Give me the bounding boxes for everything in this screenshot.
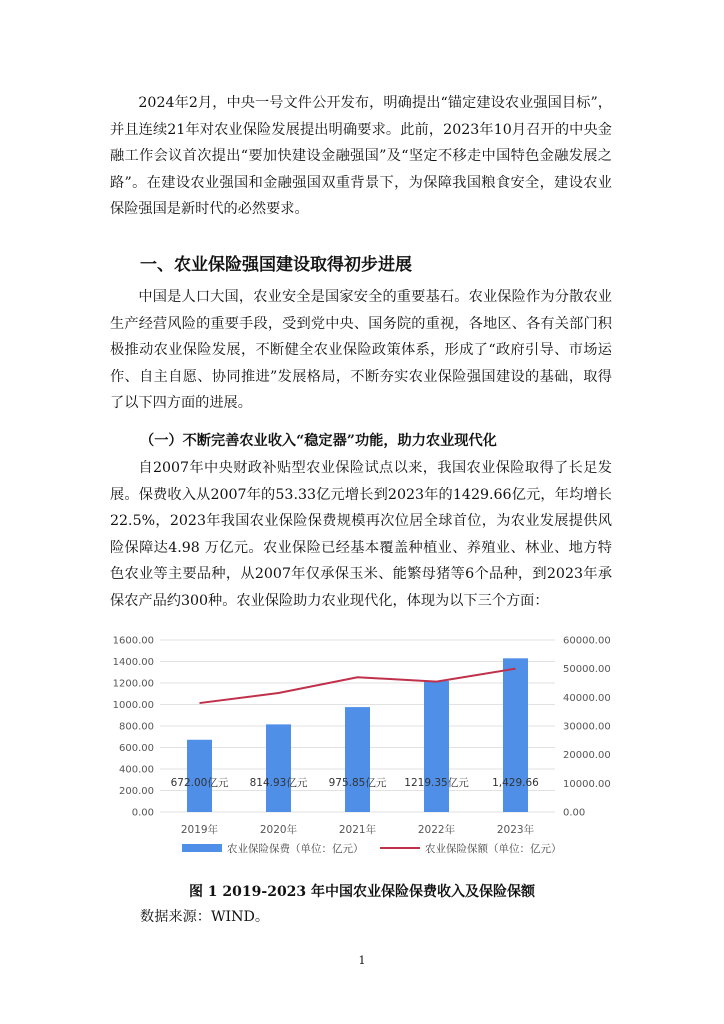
right-axis-tick-label: 10000.00 bbox=[563, 778, 611, 790]
legend-bar-swatch bbox=[182, 844, 222, 852]
x-axis-tick-label: 2023年 bbox=[496, 824, 535, 836]
data-source: 数据来源：WIND。 bbox=[140, 909, 270, 925]
left-axis-tick-label: 1000.00 bbox=[112, 700, 154, 711]
bar-data-label: 1,429.66 bbox=[492, 777, 539, 789]
bar bbox=[424, 681, 449, 812]
premium-coverage-chart bbox=[100, 630, 611, 860]
left-axis-tick-label: 0.00 bbox=[131, 807, 154, 819]
subsection-heading: （一）不断完善农业收入“稳定器”功能，助力农业现代化 bbox=[140, 433, 497, 449]
right-axis-tick-label: 40000.00 bbox=[563, 692, 611, 704]
x-axis-tick-label: 2019年 bbox=[180, 824, 219, 836]
intro-paragraph: 2024年2月，中央一号文件公开发布，明确提出“锚定建设农业强国目标”，并且连续21年对农业保险发展提出明确要求。此前，2023年10月召开的中央金融工作会议首次提出“要加快建设金融强国”及“坚定不移走中国特色金融发展之路”。在建设农业强国和金融强国双重背景下，为保障我国粮食安全，建设农业保险强国是新时代的必然要求。 bbox=[110, 95, 612, 218]
left-axis-tick-label: 400.00 bbox=[119, 764, 154, 776]
bar-data-label: 975.85亿元 bbox=[328, 777, 387, 789]
x-axis-tick-label: 2022年 bbox=[417, 824, 456, 836]
page-number: 1 bbox=[358, 954, 366, 967]
coverage-line bbox=[200, 669, 516, 703]
right-axis-tick-label: 30000.00 bbox=[563, 721, 611, 733]
section-paragraph: 中国是人口大国，农业安全是国家安全的重要基石。农业保险作为分散农业生产经营风险的重要手段，受到党中央、国务院的重视，各地区、各有关部门积极推动农业保险发展，不断健全农业保险政策体系，形成了“政府引导、市场运作、自主自愿、协同推进”发展格局，不断夯实农业保险强国建设的基础，取得了以下四方面的进展。 bbox=[110, 289, 612, 412]
bar bbox=[345, 707, 370, 812]
bar bbox=[187, 740, 212, 812]
bar-data-label: 672.00亿元 bbox=[170, 777, 229, 789]
legend-line-label: 农业保险保额（单位：亿元） bbox=[425, 843, 562, 855]
bar bbox=[266, 724, 291, 812]
x-axis-tick-label: 2021年 bbox=[338, 824, 377, 836]
bar-data-label: 1219.35亿元 bbox=[404, 777, 469, 789]
right-axis-tick-label: 20000.00 bbox=[563, 750, 611, 762]
left-axis-tick-label: 800.00 bbox=[119, 721, 154, 733]
legend-bar-label: 农业保险保费（单位：亿元） bbox=[227, 843, 364, 855]
left-axis-tick-label: 1400.00 bbox=[112, 657, 154, 668]
left-axis-tick-label: 600.00 bbox=[119, 743, 154, 754]
subsection-paragraph: 自2007年中央财政补贴型农业保险试点以来，我国农业保险取得了长足发展。保费收入从2007年的53.33亿元增长到2023年的1429.66亿元，年均增长22.5%，2023年我国农业保险保费规模再次位居全球首位，为农业发展提供风险保障达4.98 万亿元。农业保险已经基本覆盖种植业、养殖业、林业、地方特色农业等主要品种，从2007年仅承保玉米、能繁母猪等6个品种，到2023年承保农产品约300种。农业保险助力农业现代化，体现为以下三个方面： bbox=[110, 460, 612, 609]
bar-data-label: 814.93亿元 bbox=[249, 777, 308, 789]
section-heading: 一、农业保险强国建设取得初步进展 bbox=[140, 255, 412, 275]
figure-caption: 图 1 2019-2023 年中国农业保险保费收入及保险保额 bbox=[188, 884, 536, 900]
left-axis-tick-label: 200.00 bbox=[119, 786, 154, 797]
x-axis-tick-label: 2020年 bbox=[259, 824, 298, 836]
right-axis-tick-label: 60000.00 bbox=[563, 635, 611, 647]
left-axis-tick-label: 1200.00 bbox=[112, 678, 154, 690]
right-axis-tick-label: 50000.00 bbox=[563, 664, 611, 676]
right-axis-tick-label: 0.00 bbox=[563, 807, 586, 819]
left-axis-tick-label: 1600.00 bbox=[112, 635, 154, 647]
